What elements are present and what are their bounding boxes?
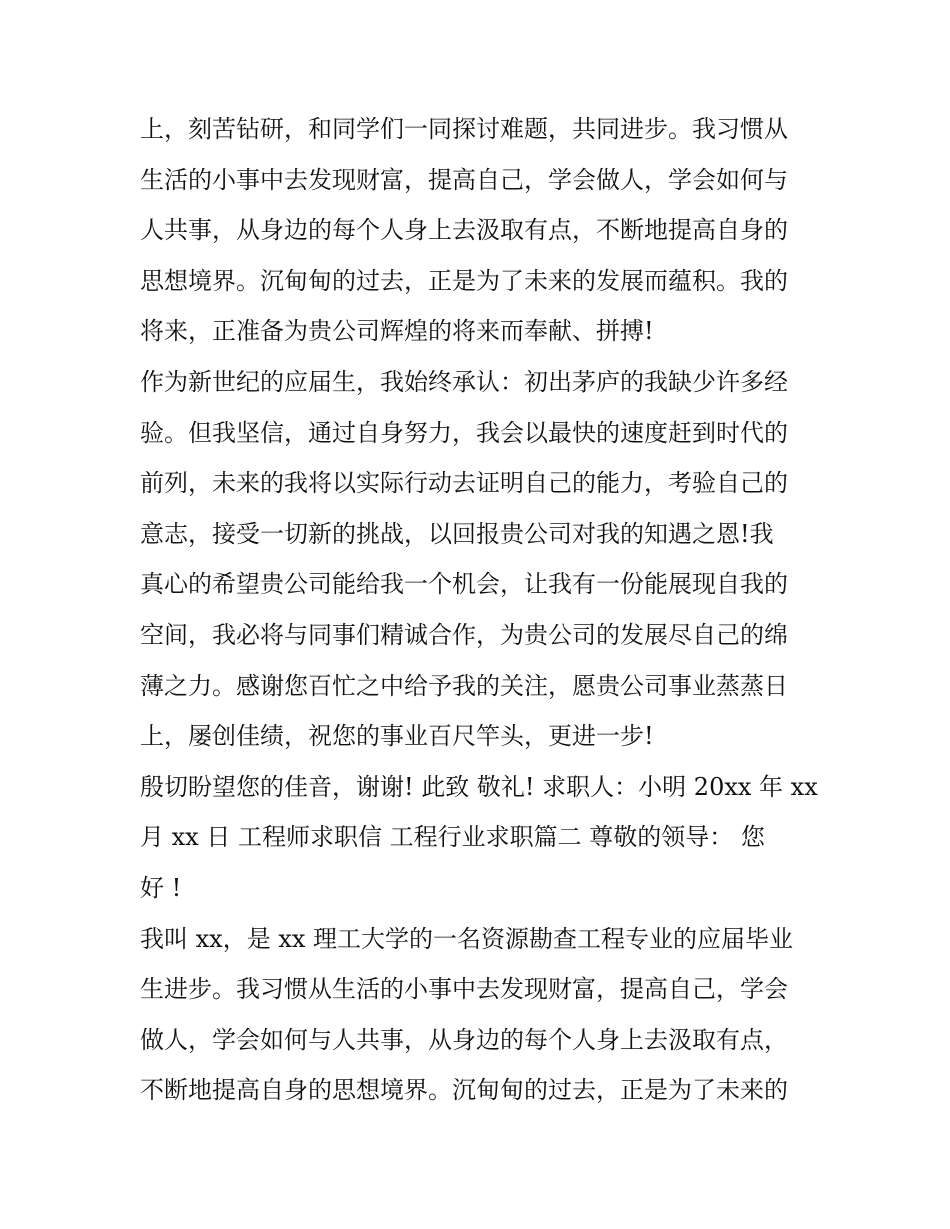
text-line-16: 好 ! [140, 873, 182, 902]
text-line-4: 思想境界。沉甸甸的过去，正是为了未来的发展而蕴积。我的 [140, 266, 788, 295]
text-line-20: 不断地提高自身的思想境界。沉甸甸的过去，正是为了未来的 [140, 1076, 788, 1105]
text-line-19: 做人，学会如何与人共事，从身边的每个人身上去汲取有点， [140, 1025, 788, 1054]
text-line-13: 上，屡创佳绩，祝您的事业百尺竿头，更进一步! [140, 722, 654, 751]
text-line-7: 验。但我坚信，通过自身努力，我会以最快的速度赶到时代的 [140, 418, 788, 447]
text-line-1: 上，刻苦钻研，和同学们一同探讨难题，共同进步。我习惯从 [140, 115, 788, 143]
text-line-9: 意志，接受一切新的挑战，以回报贵公司对我的知遇之恩!我 [140, 519, 774, 548]
text-line-10: 真心的希望贵公司能给我一个机会，让我有一份能展现自我的 [140, 570, 788, 599]
text-line-2: 生活的小事中去发现财富，提高自己，学会做人，学会如何与 [140, 165, 788, 194]
text-line-14: 殷切盼望您的佳音，谢谢! 此致 敬礼! 求职人：小明 20xx 年 xx [140, 772, 818, 801]
text-line-18: 生进步。我习惯从生活的小事中去发现财富，提高自己，学会 [140, 975, 788, 1004]
text-line-12: 薄之力。感谢您百忙之中给予我的关注，愿贵公司事业蒸蒸日 [140, 671, 788, 700]
text-line-3: 人共事，从身边的每个人身上去汲取有点，不断地提高自身的 [140, 216, 788, 245]
text-line-5: 将来，正准备为贵公司辉煌的将来而奉献、拼搏! [140, 317, 654, 346]
text-line-11: 空间，我必将与同事们精诚合作，为贵公司的发展尽自己的绵 [140, 620, 788, 649]
text-line-17: 我叫 xx，是 xx 理工大学的一名资源勘查工程专业的应届毕业 [140, 924, 794, 953]
text-line-15: 月 xx 日 工程师求职信 工程行业求职篇二 尊敬的领导： 您 [140, 823, 765, 852]
text-line-6: 作为新世纪的应届生，我始终承认：初出茅庐的我缺少许多经 [140, 367, 788, 396]
body-text [140, 104, 830, 1116]
text-line-8: 前列，未来的我将以实际行动去证明自己的能力，考验自己的 [140, 469, 788, 498]
